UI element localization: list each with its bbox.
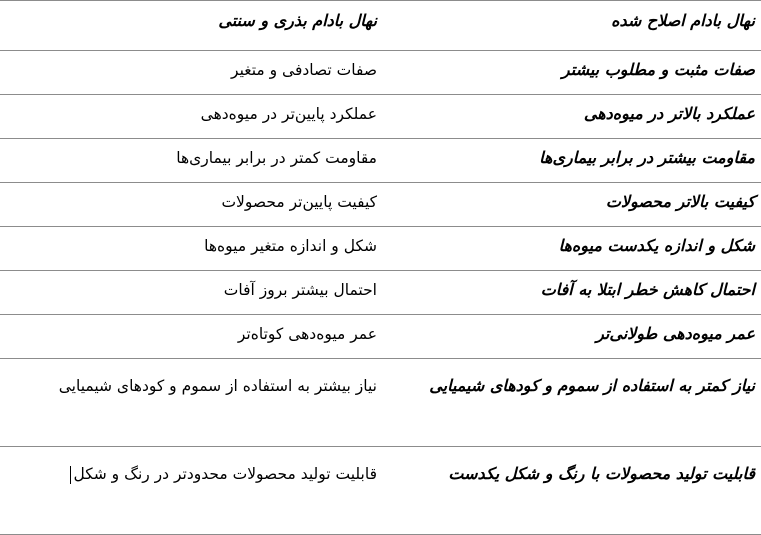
table-row [0,447,761,535]
table-row [0,359,761,447]
improved-cell: کیفیت بالاتر محصولات [383,183,761,227]
document-page [9,0,761,535]
table-row [0,183,761,227]
improved-cell: عملکرد بالاتر در میوه‌دهی [383,95,761,139]
header-traditional-seedling: نهال بادام بذری و سنتی [0,1,383,51]
traditional-cell-editing[interactable] [0,447,383,535]
table-row [0,315,761,359]
improved-cell: شکل و اندازه یکدست میوه‌ها [383,227,761,271]
improved-cell: نیاز کمتر به استفاده از سموم و کودهای شیمیایی [383,359,761,447]
improved-cell: مقاومت بیشتر در برابر بیماری‌ها [383,139,761,183]
table-row [0,139,761,183]
traditional-cell: احتمال بیشتر بروز آفات [0,271,383,315]
improved-cell: قابلیت تولید محصولات با رنگ و شکل یکدست [383,447,761,535]
improved-cell: صفات مثبت و مطلوب بیشتر [383,51,761,95]
traditional-cell: عمر میوه‌دهی کوتاه‌تر [0,315,383,359]
table-row [0,227,761,271]
improved-cell: احتمال کاهش خطر ابتلا به آفات [383,271,761,315]
cell-text: قابلیت تولید محصولات محدودتر در رنگ و شکل [73,465,377,483]
traditional-cell: کیفیت پایین‌تر محصولات [0,183,383,227]
table-row [0,51,761,95]
traditional-cell: صفات تصادفی و متغیر [0,51,383,95]
traditional-cell: عملکرد پایین‌تر در میوه‌دهی [0,95,383,139]
traditional-cell: نیاز بیشتر به استفاده از سموم و کودهای شیمیایی [0,359,383,447]
table-header-row [0,1,761,51]
text-cursor [70,466,71,484]
improved-cell: عمر میوه‌دهی طولانی‌تر [383,315,761,359]
table-row [0,271,761,315]
header-improved-seedling: نهال بادام اصلاح شده [383,1,761,51]
traditional-cell: شکل و اندازه متغیر میوه‌ها [0,227,383,271]
table-row [0,95,761,139]
traditional-cell: مقاومت کمتر در برابر بیماری‌ها [0,139,383,183]
